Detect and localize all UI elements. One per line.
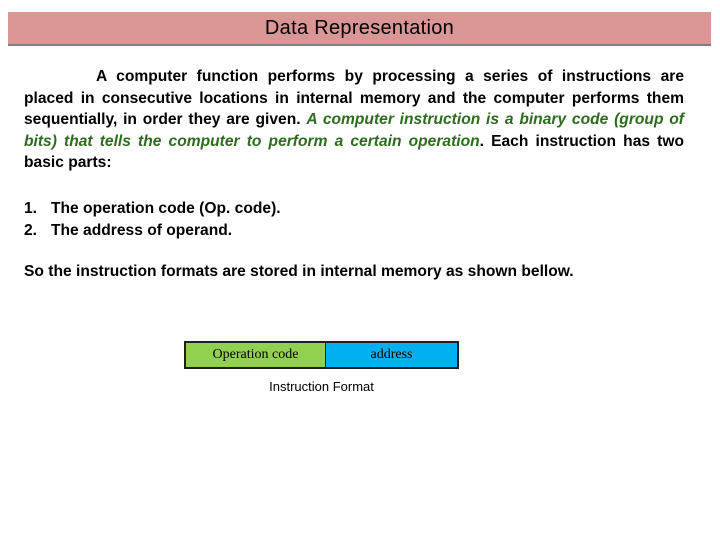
paragraph-closing-text: . Each instruction has two basic parts: xyxy=(24,132,684,172)
instruction-parts-list xyxy=(24,198,684,241)
list-item-text: The operation code (Op. code). xyxy=(51,200,281,217)
list-item-number: 1. xyxy=(24,200,38,217)
page-title: Data Representation xyxy=(264,17,455,39)
intro-paragraph xyxy=(24,66,684,174)
list-item xyxy=(24,220,684,242)
list-item-text: The address of operand. xyxy=(51,221,233,239)
diagram-caption: Instruction Format xyxy=(269,379,374,394)
list-item-number: 2. xyxy=(24,221,38,239)
formats-sentence: So the instruction formats are stored in internal memory as shown bellow. xyxy=(24,263,574,280)
opcode-field: Operation code xyxy=(186,343,326,367)
instruction-format-diagram xyxy=(184,341,459,369)
address-field: address xyxy=(326,343,457,367)
instruction-definition: A computer instruction is a binary code (group of bits) that tells the computer to perform a certain operation xyxy=(24,111,684,150)
title-bar xyxy=(8,12,711,46)
list-item xyxy=(24,198,684,220)
paragraph-intro-text: A computer function performs by processing a series of instructions are placed in consecutive locations in internal memory and the computer performs them sequentially, in order they are given. xyxy=(24,68,684,129)
